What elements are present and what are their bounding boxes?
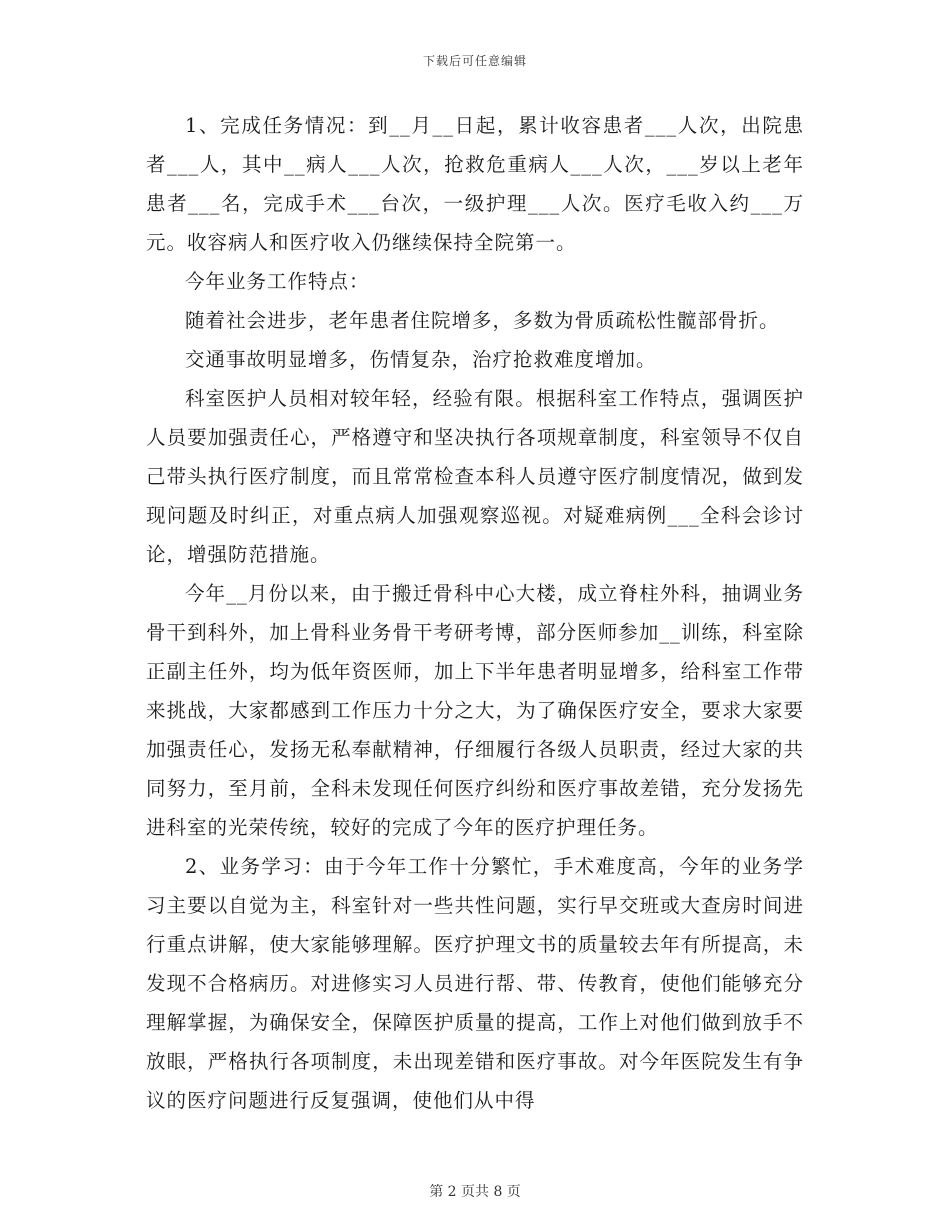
paragraph-staff-responsibility: 科室医护人员相对较年轻，经验有限。根据科室工作特点，强调医护人员要加强责任心，严格遵守和坚决执行各项规章制度，科室领导不仅自己带头执行医疗制度，而且常常检查本科人员遵守医疗制度情况，做到发现问题及时纠正，对重点病人加强观察巡视。对疑难病例___全科会诊讨论，增强防范措施。 — [146, 387, 804, 566]
paragraph-traffic-accidents: 交通事故明显增多，伤情复杂，治疗抢救难度增加。 — [185, 348, 657, 371]
paragraph-task-completion: 1、完成任务情况：到__月__日起，累计收容患者___人次，出院患者___人，其中__病人___人次，抢救危重病人___人次，___岁以上老年患者___名，完成手术___台次，一级护理___人次。医疗毛收入约___万元。收容病人和医疗收入仍继续保持全院第一。 — [146, 114, 804, 254]
paragraph-elderly-patients: 随着社会进步，老年患者住院增多，多数为骨质疏松性髋部骨折。 — [185, 309, 780, 332]
page-footer: 第 2 页共 8 页 — [429, 1184, 521, 1200]
document-body — [146, 106, 804, 1120]
paragraph-relocation-challenges: 今年__月份以来，由于搬迁骨科中心大楼，成立脊柱外科，抽调业务骨干到科外，加上骨科业务骨干考研考博，部分医师参加__训练，科室除正副主任外，均为低年资医师，加上下半年患者明显增多，给科室工作带来挑战，大家都感到工作压力十分之大，为了确保医疗安全，要求大家要加强责任心，发扬无私奉献精神，仔细履行各级人员职责，经过大家的共同努力，至月前，全科未发现任何医疗纠纷和医疗事故差错，充分发扬先进科室的光荣传统，较好的完成了今年的医疗护理任务。 — [146, 582, 804, 839]
paragraph-features-heading: 今年业务工作特点： — [185, 270, 370, 293]
paragraph-business-study: 2、业务学习：由于今年工作十分繁忙，手术难度高，今年的业务学习主要以自觉为主，科室针对一些共性问题，实行早交班或大查房时间进行重点讲解，使大家能够理解。医疗护理文书的质量较去年有所提高，未发现不合格病历。对进修实习人员进行帮、带、传教育，使他们能够充分理解掌握，为确保安全，保障医护质量的提高，工作上对他们做到放手不放眼，严格执行各项制度，未出现差错和医疗事故。对今年医院发生有争议的医疗问题进行反复强调，使他们从中得 — [146, 855, 804, 1112]
page-header: 下载后可任意编辑 — [422, 54, 527, 68]
